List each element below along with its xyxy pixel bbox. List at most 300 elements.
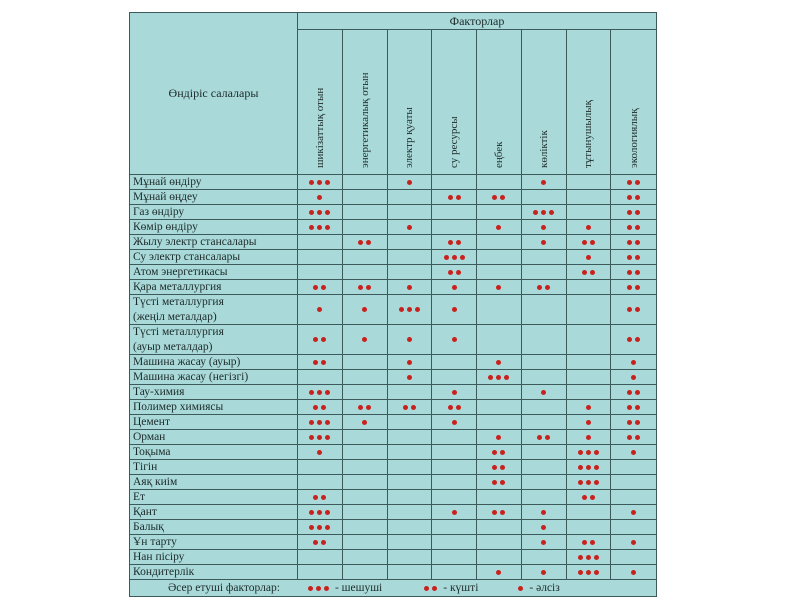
dot-icon <box>309 435 314 440</box>
factor-cell <box>388 235 433 249</box>
factor-cell <box>522 430 567 444</box>
factor-cell <box>343 550 388 564</box>
dot-icon <box>594 450 599 455</box>
industry-label-line: Қант <box>133 506 157 518</box>
legend-items <box>280 582 560 594</box>
factor-cell <box>343 475 388 489</box>
dot-icon <box>452 337 457 342</box>
dot-icon <box>578 450 583 455</box>
dot-icon <box>488 375 493 380</box>
factor-cell <box>611 250 656 264</box>
factor-cell <box>611 415 656 429</box>
factor-cell <box>567 445 612 459</box>
dot-icon <box>590 540 595 545</box>
dot-icon <box>407 180 412 185</box>
dot-icon <box>537 285 542 290</box>
dot-icon <box>545 285 550 290</box>
factor-cell <box>432 505 477 519</box>
factor-cell <box>343 385 388 399</box>
factor-cell <box>567 325 612 354</box>
industry-label-line: (ауыр металдар) <box>133 340 213 353</box>
industry-label <box>130 355 298 369</box>
factor-cell <box>567 550 612 564</box>
factor-cell <box>567 370 612 384</box>
dot-icon <box>325 180 330 185</box>
factor-cell <box>432 550 477 564</box>
table-row <box>130 325 656 355</box>
dot-icon <box>492 465 497 470</box>
dot-icon <box>309 525 314 530</box>
industry-label-line: Су электр стансалары <box>133 251 241 263</box>
dot-icon <box>448 240 453 245</box>
industry-label-line: Нан пісіру <box>133 551 185 563</box>
dot-icon <box>537 435 542 440</box>
factor-cell <box>477 205 522 219</box>
factor-cell <box>388 280 433 294</box>
factor-cell <box>298 535 343 549</box>
dot-icon <box>456 405 461 410</box>
factor-cell <box>388 385 433 399</box>
factor-cell <box>388 355 433 369</box>
dot-icon <box>635 240 640 245</box>
industry-label <box>130 235 298 249</box>
industry-label-line: Машина жасау (ауыр) <box>133 356 241 368</box>
table-row <box>130 250 656 265</box>
dot-icon <box>578 465 583 470</box>
factor-cell <box>611 475 656 489</box>
dot-icon <box>635 435 640 440</box>
factor-cell <box>343 520 388 534</box>
industry-label <box>130 460 298 474</box>
factor-cell <box>432 280 477 294</box>
dot-icon <box>321 405 326 410</box>
dot-icon <box>586 450 591 455</box>
industry-label <box>130 385 298 399</box>
table-row <box>130 295 656 325</box>
industry-label <box>130 430 298 444</box>
industry-label <box>130 265 298 279</box>
dot-icon <box>366 240 371 245</box>
dot-icon <box>590 270 595 275</box>
factor-cell <box>522 475 567 489</box>
industry-label <box>130 190 298 204</box>
industry-label-line: Қара металлургия <box>133 281 222 293</box>
dot-icon <box>452 307 457 312</box>
factor-cell <box>388 460 433 474</box>
factor-cell <box>611 220 656 234</box>
factor-columns <box>298 30 656 174</box>
factor-cell <box>477 370 522 384</box>
dot-icon <box>308 586 313 591</box>
industry-label <box>130 295 298 324</box>
industry-factors-table <box>129 12 657 597</box>
factor-cell <box>388 265 433 279</box>
factor-cell <box>522 190 567 204</box>
dot-icon <box>541 510 546 515</box>
dot-icon <box>549 210 554 215</box>
industry-label-line: Машина жасау (негізгі) <box>133 371 249 383</box>
dot-icon <box>541 570 546 575</box>
factor-cell <box>432 265 477 279</box>
dot-icon <box>504 375 509 380</box>
dot-icon <box>317 390 322 395</box>
factor-cell <box>611 490 656 504</box>
dot-icon <box>407 375 412 380</box>
factor-cell <box>522 460 567 474</box>
factor-cell <box>432 370 477 384</box>
industry-label <box>130 220 298 234</box>
industry-label <box>130 565 298 579</box>
dot-icon <box>500 465 505 470</box>
dot-icon <box>631 570 636 575</box>
dot-icon <box>325 525 330 530</box>
factor-cell <box>477 400 522 414</box>
factor-cell <box>522 205 567 219</box>
dot-icon <box>403 405 408 410</box>
factor-cell <box>298 265 343 279</box>
factor-cell <box>477 415 522 429</box>
factor-cell <box>611 190 656 204</box>
table-row <box>130 280 656 295</box>
dot-icon <box>325 435 330 440</box>
dot-icon <box>578 480 583 485</box>
dot-icon <box>325 420 330 425</box>
dot-icon <box>317 307 322 312</box>
factor-cell <box>343 370 388 384</box>
dot-icon <box>500 195 505 200</box>
factor-cell <box>343 460 388 474</box>
table-header <box>130 13 656 175</box>
factor-cell <box>522 325 567 354</box>
factor-cell <box>388 490 433 504</box>
factor-cell <box>298 400 343 414</box>
factor-cell <box>388 520 433 534</box>
dot-icon <box>456 240 461 245</box>
factor-cell <box>343 205 388 219</box>
dot-icon <box>631 360 636 365</box>
factor-column-header <box>298 30 343 174</box>
dot-icon <box>317 450 322 455</box>
dot-icon <box>313 540 318 545</box>
dot-icon <box>627 210 632 215</box>
factor-cell <box>477 475 522 489</box>
dot-icon <box>627 420 632 425</box>
factor-cell <box>522 550 567 564</box>
dot-icon <box>448 405 453 410</box>
dot-icon <box>309 180 314 185</box>
factor-cell <box>432 475 477 489</box>
dot-icon <box>415 307 420 312</box>
dot-icon <box>324 586 329 591</box>
factor-cell <box>522 280 567 294</box>
dot-icon <box>358 405 363 410</box>
dot-icon <box>321 285 326 290</box>
factor-cell <box>298 520 343 534</box>
factor-cell <box>522 385 567 399</box>
dot-icon <box>358 285 363 290</box>
factor-cell <box>432 460 477 474</box>
dot-icon <box>594 480 599 485</box>
table-row <box>130 445 656 460</box>
table-row <box>130 190 656 205</box>
dot-icon <box>452 285 457 290</box>
dot-icon <box>631 510 636 515</box>
factor-cell <box>432 175 477 189</box>
factor-cell <box>388 175 433 189</box>
dot-icon <box>582 540 587 545</box>
factor-cell <box>567 280 612 294</box>
factor-cell <box>567 490 612 504</box>
factor-cell <box>343 325 388 354</box>
table-row <box>130 505 656 520</box>
factor-cell <box>611 430 656 444</box>
factor-cell <box>432 325 477 354</box>
dot-icon <box>496 225 501 230</box>
industry-label <box>130 445 298 459</box>
factor-cell <box>522 505 567 519</box>
factor-cell <box>611 505 656 519</box>
dot-icon <box>586 480 591 485</box>
dot-icon <box>586 255 591 260</box>
dot-icon <box>582 495 587 500</box>
industry-label-line: Ет <box>133 491 146 503</box>
dot-icon <box>582 270 587 275</box>
factor-cell <box>343 295 388 324</box>
factor-cell <box>477 445 522 459</box>
factor-cell <box>567 505 612 519</box>
legend-item <box>308 582 382 594</box>
dot-icon <box>586 405 591 410</box>
factor-cell <box>343 175 388 189</box>
factor-cell <box>343 535 388 549</box>
industry-label <box>130 205 298 219</box>
factor-cell <box>388 400 433 414</box>
table-row <box>130 460 656 475</box>
table-row <box>130 265 656 280</box>
factor-cell <box>477 295 522 324</box>
factor-cell <box>567 250 612 264</box>
factor-cell <box>611 265 656 279</box>
dot-icon <box>635 337 640 342</box>
dot-icon <box>627 240 632 245</box>
table-row <box>130 490 656 505</box>
legend-item-label: - күшті <box>443 582 479 594</box>
industry-label-line: Полимер химиясы <box>133 401 224 413</box>
dot-icon <box>635 225 640 230</box>
factor-cell <box>298 505 343 519</box>
factor-cell <box>522 520 567 534</box>
factor-cell <box>567 430 612 444</box>
factor-cell <box>343 400 388 414</box>
dot-icon <box>362 307 367 312</box>
industry-label-line: Тоқыма <box>133 446 171 458</box>
factor-cell <box>611 565 656 579</box>
factor-cell <box>477 520 522 534</box>
dot-icon <box>313 405 318 410</box>
dot-icon <box>362 337 367 342</box>
factor-cell <box>298 475 343 489</box>
factor-cell <box>388 415 433 429</box>
industry-label <box>130 505 298 519</box>
industry-label-line: Жылу электр стансалары <box>133 236 257 248</box>
dot-icon <box>594 465 599 470</box>
dot-icon <box>594 570 599 575</box>
factor-cell <box>343 280 388 294</box>
dot-icon <box>541 390 546 395</box>
dot-icon <box>313 360 318 365</box>
industry-label-line: Түсті металлургия <box>133 326 224 338</box>
dot-icon <box>317 180 322 185</box>
factor-cell <box>432 535 477 549</box>
factor-column-header <box>432 30 477 174</box>
factor-cell <box>432 205 477 219</box>
dot-icon <box>541 180 546 185</box>
factor-cell <box>343 505 388 519</box>
dot-icon <box>627 337 632 342</box>
dot-icon <box>545 435 550 440</box>
dot-icon <box>635 420 640 425</box>
dot-icon <box>321 360 326 365</box>
industry-label <box>130 325 298 354</box>
industry-label <box>130 520 298 534</box>
dot-icon <box>407 285 412 290</box>
dot-icon <box>635 285 640 290</box>
table-row <box>130 370 656 385</box>
factor-cell <box>298 385 343 399</box>
table-row <box>130 520 656 535</box>
factor-cell <box>611 400 656 414</box>
dot-icon <box>500 510 505 515</box>
factor-cell <box>298 235 343 249</box>
factor-cell <box>432 565 477 579</box>
factors-title: Факторлар <box>298 13 656 30</box>
table-row <box>130 385 656 400</box>
dot-icon <box>496 360 501 365</box>
factor-cell <box>567 175 612 189</box>
factor-cell <box>298 250 343 264</box>
legend <box>130 580 656 596</box>
dot-icon <box>309 510 314 515</box>
dot-icon <box>586 465 591 470</box>
factor-column-header <box>388 30 433 174</box>
dot-icon <box>309 210 314 215</box>
dot-icon <box>627 270 632 275</box>
factor-label: экологиялық <box>627 108 640 168</box>
dot-icon <box>541 240 546 245</box>
factor-cell <box>432 355 477 369</box>
table-row <box>130 565 656 580</box>
factor-cell <box>388 205 433 219</box>
factor-cell <box>522 295 567 324</box>
dot-icon <box>452 255 457 260</box>
dot-icon <box>313 285 318 290</box>
dot-icon <box>586 570 591 575</box>
dot-icon <box>635 307 640 312</box>
factor-cell <box>522 400 567 414</box>
factor-cell <box>567 355 612 369</box>
dot-icon <box>317 420 322 425</box>
factor-column-header <box>522 30 567 174</box>
industry-label <box>130 535 298 549</box>
factor-cell <box>567 295 612 324</box>
factor-cell <box>298 550 343 564</box>
factor-label: шикізаттық отын <box>313 87 326 168</box>
factor-cell <box>522 355 567 369</box>
dot-icon <box>627 285 632 290</box>
dot-icon <box>631 375 636 380</box>
factor-cell <box>567 415 612 429</box>
dot-icon <box>317 510 322 515</box>
factor-label: көліктік <box>537 130 550 168</box>
industry-label-line: Атом энергетикасы <box>133 266 228 278</box>
dot-icon <box>325 510 330 515</box>
dot-icon <box>590 495 595 500</box>
legend-item <box>518 582 559 594</box>
factor-cell <box>343 250 388 264</box>
dot-icon <box>627 195 632 200</box>
dot-icon <box>627 307 632 312</box>
dot-icon <box>452 510 457 515</box>
factor-cell <box>522 370 567 384</box>
table-body <box>130 175 656 580</box>
industry-label-line: Газ өндіру <box>133 206 185 218</box>
dot-icon <box>313 337 318 342</box>
factor-cell <box>477 460 522 474</box>
dot-icon <box>432 586 437 591</box>
table-row <box>130 220 656 235</box>
dot-icon <box>578 555 583 560</box>
factor-cell <box>432 235 477 249</box>
dot-icon <box>627 435 632 440</box>
factor-cell <box>432 430 477 444</box>
industry-label-line: Аяқ киім <box>133 476 178 488</box>
dot-icon <box>317 525 322 530</box>
dot-icon <box>578 570 583 575</box>
factor-cell <box>522 175 567 189</box>
dot-icon <box>407 337 412 342</box>
table-row <box>130 355 656 370</box>
industry-label-line: Орман <box>133 431 166 443</box>
dot-icon <box>541 540 546 545</box>
dot-icon <box>586 225 591 230</box>
factor-cell <box>388 190 433 204</box>
factor-cell <box>611 205 656 219</box>
factor-cell <box>567 520 612 534</box>
dot-icon <box>317 195 322 200</box>
dot-icon <box>635 255 640 260</box>
dot-icon <box>399 307 404 312</box>
factor-cell <box>522 565 567 579</box>
dot-icon <box>586 435 591 440</box>
dot-icon <box>627 255 632 260</box>
industry-label-line: Тігін <box>133 461 158 473</box>
factor-cell <box>611 535 656 549</box>
factor-column-header <box>343 30 388 174</box>
factor-cell <box>567 265 612 279</box>
dot-icon <box>358 240 363 245</box>
factor-cell <box>522 235 567 249</box>
factor-cell <box>477 565 522 579</box>
factor-cell <box>298 430 343 444</box>
dot-icon <box>496 570 501 575</box>
factor-cell <box>611 295 656 324</box>
factor-label: тұтынушылық <box>582 100 595 168</box>
factor-cell <box>477 490 522 504</box>
industry-label-line: Балық <box>133 521 164 533</box>
dot-icon <box>407 307 412 312</box>
factor-cell <box>522 250 567 264</box>
industry-label <box>130 550 298 564</box>
